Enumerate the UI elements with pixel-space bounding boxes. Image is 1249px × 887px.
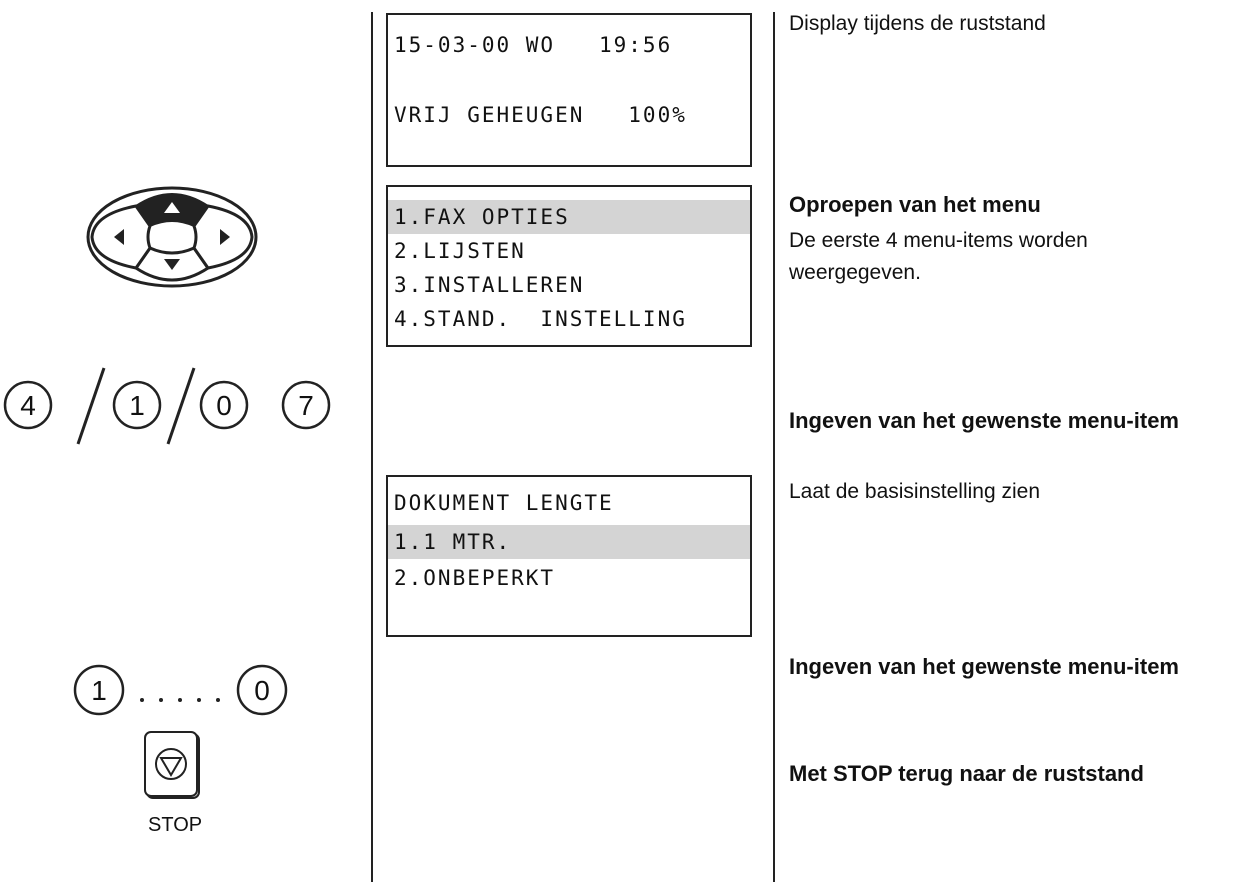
enter-item-heading: Ingeven van het gewenste menu-item — [789, 408, 1179, 433]
digit-label: 4 — [20, 390, 36, 421]
option-item[interactable]: 2.ONBEPERKT — [394, 566, 556, 590]
display-line: VRIJ GEHEUGEN 100% — [394, 103, 687, 127]
menu-item[interactable]: 4.STAND. INSTELLING — [394, 307, 687, 331]
basic-setting-description: Laat de basisinstelling zien — [789, 480, 1040, 503]
digit-label: 0 — [254, 675, 270, 706]
digit-label: 7 — [298, 390, 314, 421]
menu-item[interactable]: 2.LIJSTEN — [394, 239, 526, 263]
right-column-divider — [773, 12, 775, 882]
slash-divider — [168, 368, 194, 444]
digit-label: 0 — [216, 390, 232, 421]
digit-label: 1 — [129, 390, 145, 421]
lcd-document-display — [386, 475, 752, 637]
menu-item-highlighted[interactable]: 1.FAX OPTIES — [388, 200, 750, 234]
menu-title: Oproepen van het menu — [789, 192, 1041, 217]
menu-description-line: weergegeven. — [789, 261, 921, 284]
slash-divider — [78, 368, 104, 444]
digit-label: 1 — [91, 675, 107, 706]
stop-return-heading: Met STOP terug naar de ruststand — [789, 761, 1144, 786]
ellipsis-dots — [140, 698, 220, 702]
menu-description-line: De eerste 4 menu-items worden — [789, 229, 1088, 252]
navigation-keypad[interactable] — [84, 184, 260, 290]
menu-item[interactable]: 3.INSTALLEREN — [394, 273, 585, 297]
enter-item-heading: Ingeven van het gewenste menu-item — [789, 654, 1179, 679]
option-item-highlighted[interactable]: 1.1 MTR. — [388, 525, 750, 559]
display-line: 15-03-00 WO 19:56 — [394, 33, 673, 57]
key-sequence — [0, 360, 345, 450]
lcd-standby-display — [386, 13, 752, 167]
left-column-divider — [371, 12, 373, 882]
standby-description: Display tijdens de ruststand — [789, 12, 1046, 35]
stop-key-label: STOP — [148, 814, 203, 836]
stop-key[interactable] — [143, 730, 205, 804]
key-range — [70, 656, 310, 726]
lcd-menu-display — [386, 185, 752, 347]
display-title: DOKUMENT LENGTE — [394, 491, 614, 515]
